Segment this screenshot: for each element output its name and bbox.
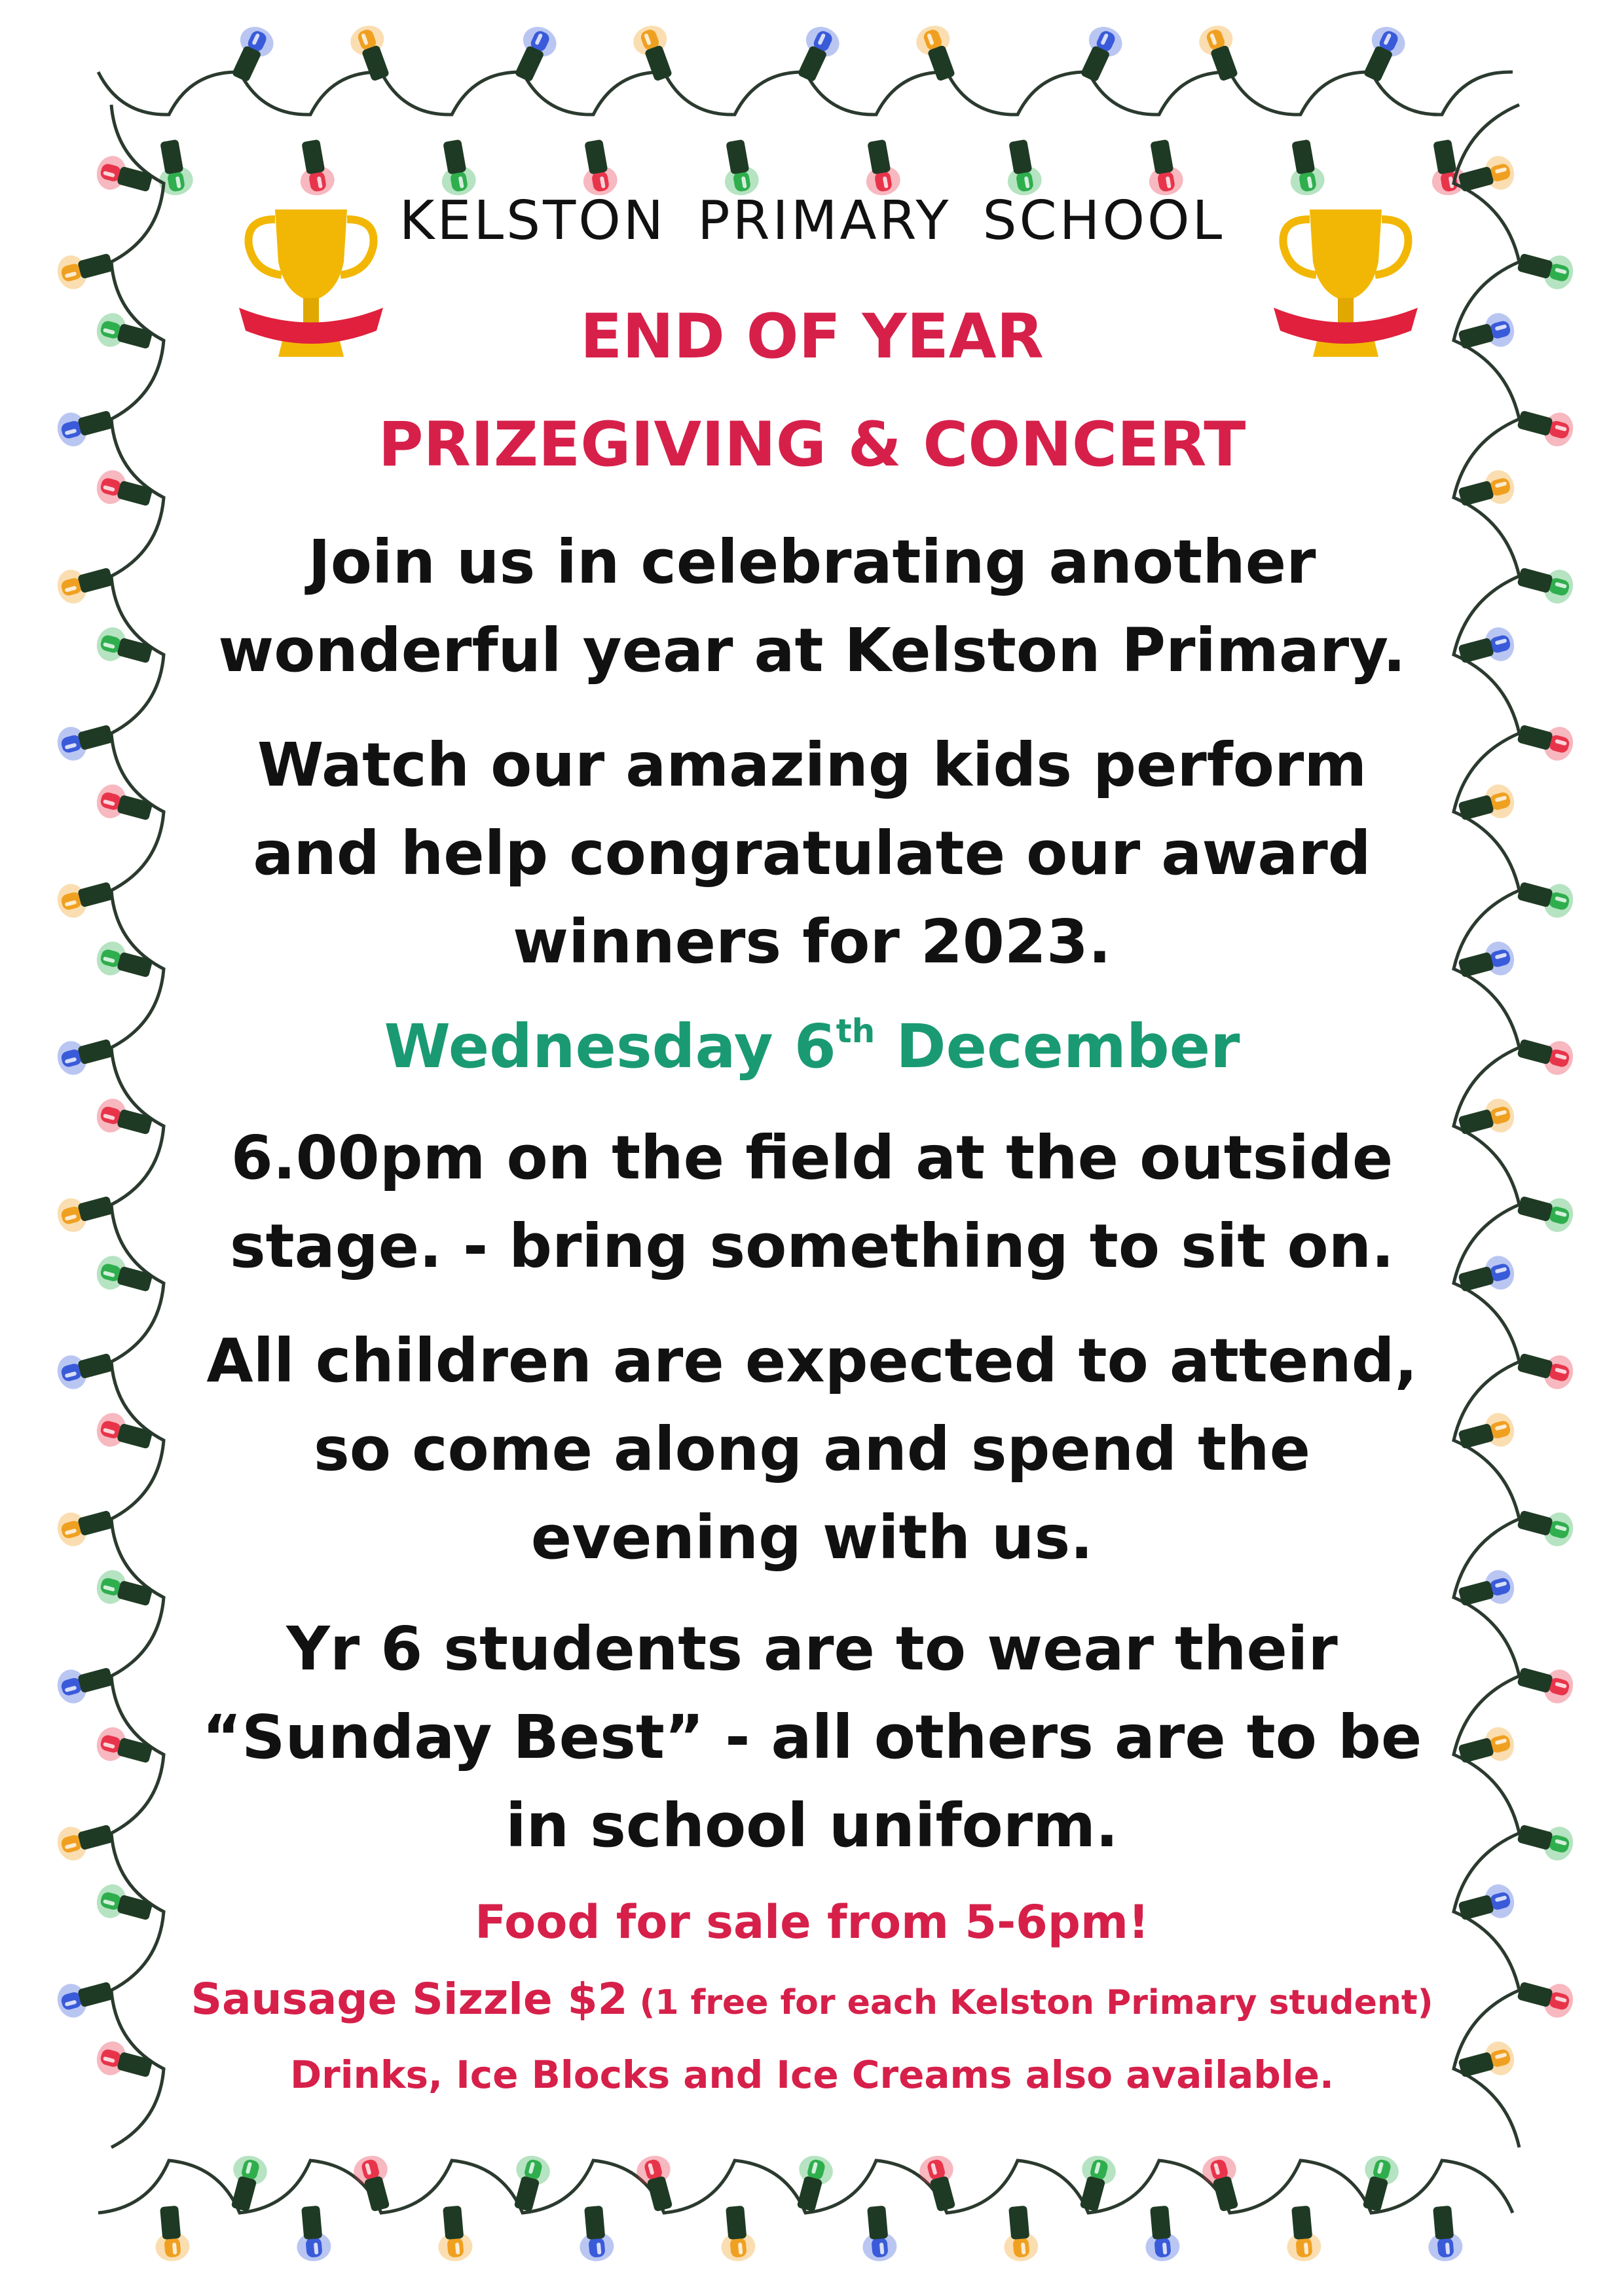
light-bulb-icon	[435, 2205, 473, 2263]
intro-line-2: wonderful year at Kelston Primary.	[218, 615, 1406, 685]
intro-line-1: Join us in celebrating another	[308, 527, 1316, 597]
watch-line-3: winners for 2023.	[513, 907, 1111, 977]
light-bulb-icon	[223, 2152, 270, 2214]
light-bulb-icon	[293, 137, 337, 198]
time-place-line-1: 6.00pm on the field at the outside	[231, 1123, 1393, 1193]
event-date	[0, 1011, 1624, 1082]
watch-line-1: Watch our amazing kids perform	[257, 730, 1367, 800]
light-bulb-icon	[1142, 2205, 1181, 2263]
light-bulb-icon	[633, 2152, 680, 2214]
sausage-sizzle-price: Sausage Sizzle $2	[191, 1974, 628, 2024]
light-bulb-icon	[718, 2205, 756, 2263]
light-bulb-icon	[1425, 2205, 1464, 2263]
attendance-line-2: so come along and spend the	[314, 1414, 1310, 1484]
date-month: December	[875, 1011, 1240, 1082]
light-bulb-icon	[507, 22, 561, 86]
light-bulb-icon	[1142, 137, 1185, 198]
light-bulb-icon	[293, 2205, 332, 2263]
light-bulb-icon	[1072, 2152, 1119, 2214]
light-bulb-icon	[1001, 137, 1044, 198]
light-bulb-icon	[350, 2152, 397, 2214]
light-bulb-icon	[790, 22, 844, 86]
heading-end-of-year: END OF YEAR	[580, 301, 1044, 373]
heading-prizegiving-concert: PRIZEGIVING & CONCERT	[378, 409, 1246, 481]
drinks-line: Drinks, Ice Blocks and Ice Creams also available.	[289, 2052, 1335, 2097]
light-bulb-icon	[916, 2152, 963, 2214]
food-heading: Food for sale from 5-6pm!	[475, 1895, 1149, 1949]
light-bulb-icon	[1356, 22, 1410, 86]
light-bulb-icon	[224, 22, 278, 86]
time-place-line-2: stage. - bring something to sit on.	[229, 1211, 1395, 1281]
light-bulb-icon	[1283, 2205, 1322, 2263]
light-bulb-icon	[93, 1567, 155, 1614]
dress-line-2: “Sunday Best” - all others are to be	[202, 1702, 1422, 1772]
light-bulb-icon	[576, 2205, 615, 2263]
light-bulb-icon	[576, 137, 619, 198]
school-name: KELSTON PRIMARY SCHOOL	[399, 190, 1225, 252]
light-bulb-icon	[1355, 2152, 1402, 2214]
light-bulb-icon	[435, 137, 478, 198]
light-bulb-icon	[859, 137, 902, 198]
light-bulb-icon	[1283, 137, 1327, 198]
attendance-line-3: evening with us.	[530, 1503, 1094, 1573]
date-suffix: th	[836, 1012, 876, 1051]
attendance-line-1: All children are expected to attend,	[206, 1326, 1418, 1396]
dress-line-3: in school uniform.	[506, 1791, 1118, 1861]
date-day: Wednesday 6	[384, 1011, 836, 1082]
light-bulb-icon	[152, 2205, 191, 2263]
light-bulb-icon	[718, 137, 761, 198]
light-bulb-icon	[506, 2152, 553, 2214]
light-bulb-icon	[1456, 1567, 1518, 1614]
light-bulb-icon	[54, 246, 116, 293]
watch-line-2: and help congratulate our award	[253, 818, 1371, 888]
sausage-sizzle-line	[0, 1974, 1624, 2024]
light-bulb-icon	[859, 2205, 898, 2263]
light-bulb-icon	[1073, 22, 1127, 86]
light-bulb-icon	[152, 137, 195, 198]
sausage-sizzle-note: (1 free for each Kelston Primary student)	[627, 1983, 1433, 2022]
light-bulb-icon	[1515, 246, 1577, 293]
light-bulb-icon	[1199, 2152, 1246, 2214]
light-bulb-icon	[789, 2152, 836, 2214]
dress-line-1: Yr 6 students are to wear their	[286, 1614, 1338, 1684]
light-bulb-icon	[1001, 2205, 1039, 2263]
